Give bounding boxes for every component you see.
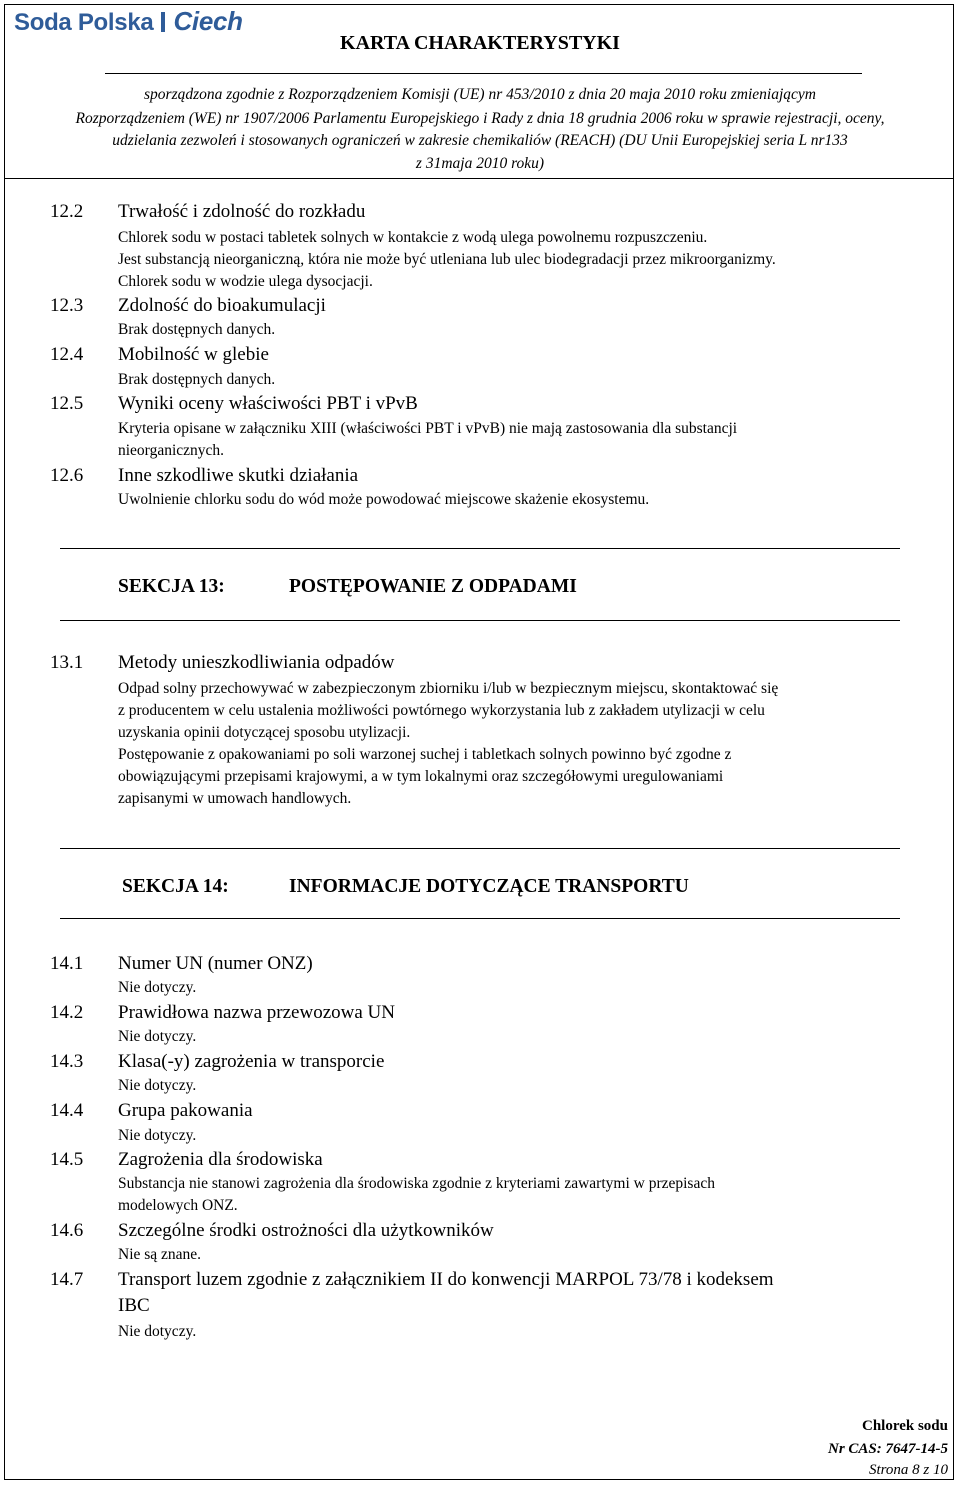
subsection-title: Szczególne środki ostrożności dla użytkowników (118, 1220, 494, 1241)
body-line: Kryteria opisane w załączniku XIII (właściwości PBT i vPvB) nie mają zastosowania dla substancji (118, 420, 738, 437)
section-rule-top (60, 848, 900, 849)
subsection-number: 14.7 (50, 1269, 84, 1290)
body-line: Brak dostępnych danych. (118, 371, 276, 388)
section-label: SEKCJA 13: (118, 576, 225, 597)
body-line: Nie dotyczy. (118, 1028, 197, 1045)
section-title: POSTĘPOWANIE Z ODPADAMI (289, 576, 577, 597)
subsection-title-continued: IBC (118, 1295, 150, 1316)
body-line: Nie dotyczy. (118, 1323, 197, 1340)
regulation-line-3: udzielania zezwoleń i stosowanych ograniczeń w zakresie chemikaliów (REACH) (DU Unii Europejskiej seria L nr133 (112, 132, 848, 149)
subsection-number: 14.1 (50, 953, 84, 974)
subsection-number: 14.2 (50, 1002, 84, 1023)
header-separator (4, 178, 954, 179)
body-line: obowiązującymi przepisami krajowymi, a w tym lokalnymi oraz szczegółowymi uregulowaniami (118, 768, 724, 785)
subsection-title: Klasa(-y) zagrożenia w transporcie (118, 1051, 385, 1072)
body-line: Uwolnienie chlorku sodu do wód może powodować miejscowe skażenie ekosystemu. (118, 491, 650, 508)
body-line: Jest substancją nieorganiczną, która nie może być utleniana lub ulec biodegradacji przez mikroorganizmy. (118, 251, 776, 268)
body-line: Nie dotyczy. (118, 979, 197, 996)
body-line: zapisanymi w umowach handlowych. (118, 790, 352, 807)
body-line: modelowych ONZ. (118, 1197, 238, 1214)
body-line: Nie dotyczy. (118, 1127, 197, 1144)
subsection-title: Metody unieszkodliwiania odpadów (118, 652, 395, 673)
footer-page: Strona 8 z 10 (868, 1462, 948, 1478)
body-line: Substancja nie stanowi zagrożenia dla środowiska zgodnie z kryteriami zawartymi w przepisach (118, 1175, 715, 1192)
body-line: Chlorek sodu w postaci tabletek solnych w kontakcie z wodą ulega powolnemu rozpuszczeniu. (118, 229, 708, 246)
company-logo (14, 6, 243, 36)
subsection-number: 12.6 (50, 465, 84, 486)
subsection-title: Zdolność do bioakumulacji (118, 295, 326, 316)
body-line: nieorganicznych. (118, 442, 225, 459)
logo-soda-polska: Soda Polska (14, 9, 154, 36)
body-line: Brak dostępnych danych. (118, 321, 276, 338)
subsection-title: Grupa pakowania (118, 1100, 253, 1121)
footer-cas: Nr CAS: 7647-14-5 (827, 1441, 948, 1457)
subsection-number: 12.2 (50, 201, 84, 222)
body-line: Nie dotyczy. (118, 1077, 197, 1094)
subsection-title: Trwałość i zdolność do rozkładu (118, 201, 366, 222)
subsection-title: Prawidłowa nazwa przewozowa UN (118, 1002, 395, 1023)
subsection-number: 14.6 (50, 1220, 84, 1241)
section-rule-bottom (60, 620, 900, 621)
subsection-number: 14.3 (50, 1051, 84, 1072)
document-title: KARTA CHARAKTERYSTYKI (340, 32, 620, 54)
subsection-number: 12.5 (50, 393, 84, 414)
body-line: z producentem w celu ustalenia możliwości powtórnego wykorzystania lub z zakładem utylizacji w celu (118, 702, 765, 719)
body-line: uzyskania opinii dotyczącej sposobu utylizacji. (118, 724, 411, 741)
subsection-title: Numer UN (numer ONZ) (118, 953, 313, 974)
body-line: Postępowanie z opakowaniami po soli warzonej suchej i tabletkach solnych powinno być zgodne z (118, 746, 732, 763)
body-line: Odpad solny przechowywać w zabezpieczonym zbiorniku i/lub w bezpiecznym miejscu, skontaktować się (118, 680, 779, 697)
regulation-line-4: z 31maja 2010 roku) (415, 155, 545, 172)
subsection-title: Wyniki oceny właściwości PBT i vPvB (118, 393, 418, 414)
footer-product: Chlorek sodu (861, 1418, 948, 1434)
logo-ciech: Ciech (173, 6, 243, 36)
regulation-line-1: sporządzona zgodnie z Rozporządzeniem Komisji (UE) nr 453/2010 z dnia 20 maja 2010 roku zmieniającym (144, 86, 816, 103)
section-label: SEKCJA 14: (122, 876, 229, 897)
subsection-number: 12.3 (50, 295, 84, 316)
body-line: Chlorek sodu w wodzie ulega dysocjacji. (118, 273, 373, 290)
subsection-title: Inne szkodliwe skutki działania (118, 465, 359, 486)
body-line: Nie są znane. (118, 1246, 202, 1263)
subsection-title: Transport luzem zgodnie z załącznikiem II do konwencji MARPOL 73/78 i kodeksem (118, 1269, 774, 1290)
subsection-number: 14.5 (50, 1149, 84, 1170)
subsection-number: 12.4 (50, 344, 84, 365)
section-rule-top (60, 548, 900, 549)
section-rule-bottom (60, 918, 900, 919)
subsection-title: Mobilność w glebie (118, 344, 269, 365)
subsection-number: 14.4 (50, 1100, 84, 1121)
title-rule (105, 73, 862, 74)
logo-separator (161, 12, 165, 32)
section-title: INFORMACJE DOTYCZĄCE TRANSPORTU (289, 876, 689, 897)
subsection-title: Zagrożenia dla środowiska (118, 1149, 323, 1170)
regulation-line-2: Rozporządzeniem (WE) nr 1907/2006 Parlamentu Europejskiego i Rady z dnia 18 grudnia 2006 roku w sprawie rejestracji, oceny, (75, 110, 885, 127)
subsection-number: 13.1 (50, 652, 84, 673)
